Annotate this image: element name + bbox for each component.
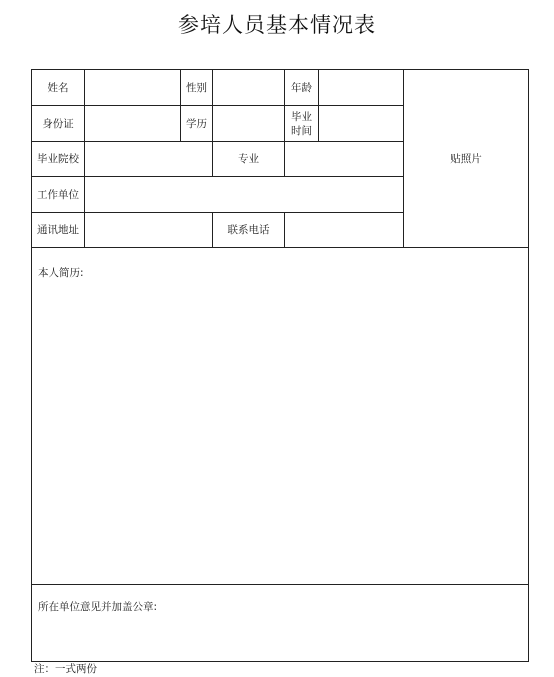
personal-info-form <box>31 69 529 662</box>
resume-field[interactable] <box>32 248 528 584</box>
school-label: 毕业院校 <box>37 153 79 165</box>
phone-field[interactable] <box>285 213 403 247</box>
graduation-time-label <box>285 106 318 141</box>
graduation-time-field[interactable] <box>319 106 403 141</box>
form-title: 参培人员基本情况表 <box>178 13 376 37</box>
education-label: 学历 <box>186 117 207 130</box>
id-card-label: 身份证 <box>42 117 74 130</box>
name-label: 姓名 <box>47 81 69 94</box>
graduation-time-label-line2: 时间 <box>291 124 312 137</box>
gender-field[interactable] <box>213 70 284 105</box>
education-field[interactable] <box>213 106 284 141</box>
age-label: 年龄 <box>291 81 312 94</box>
gender-label: 性别 <box>186 81 207 94</box>
name-field[interactable] <box>85 70 180 105</box>
school-field[interactable] <box>85 142 212 176</box>
id-card-field[interactable] <box>85 106 180 141</box>
age-field[interactable] <box>319 70 403 105</box>
phone-label: 联系电话 <box>227 224 270 236</box>
address-field[interactable] <box>85 213 212 247</box>
major-label: 专业 <box>238 153 259 165</box>
major-field[interactable] <box>285 142 403 176</box>
unit-opinion-label: 所在单位意见并加盖公章: <box>38 601 158 613</box>
photo-placeholder[interactable]: 贴照片 <box>450 152 482 165</box>
work-unit-label: 工作单位 <box>37 188 79 201</box>
resume-label: 本人简历: <box>38 267 84 279</box>
address-label: 通讯地址 <box>37 224 79 236</box>
unit-opinion-field[interactable] <box>32 585 528 661</box>
footnote: 注：一式两份 <box>34 663 97 675</box>
work-unit-field[interactable] <box>85 177 403 212</box>
graduation-time-label-line1: 毕业 <box>291 110 312 123</box>
